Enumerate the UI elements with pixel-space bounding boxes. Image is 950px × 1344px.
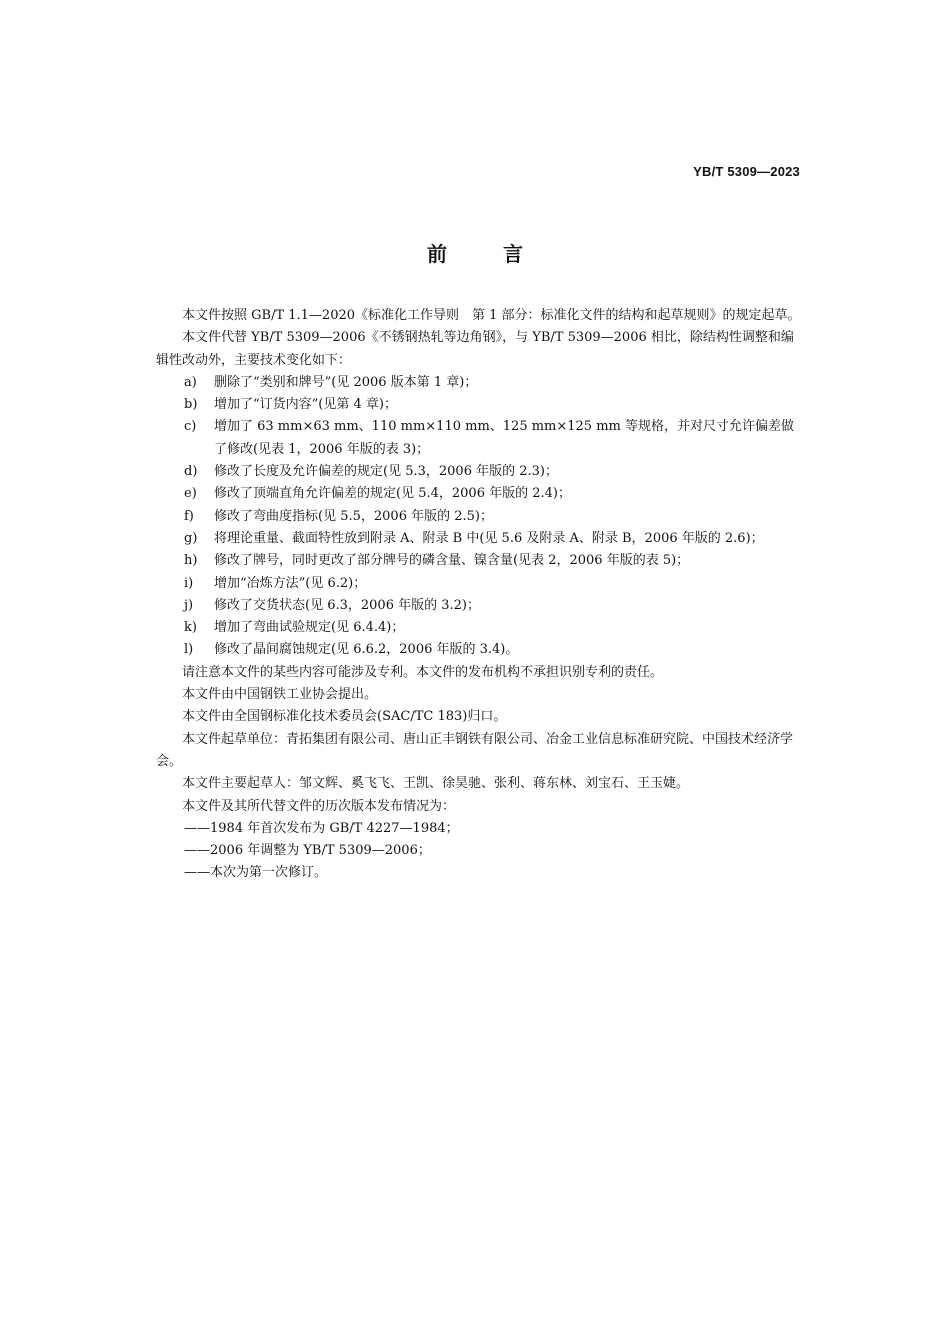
history-item: ——2006 年调整为 YB/T 5309—2006；: [184, 843, 431, 859]
list-item: [156, 506, 802, 528]
paragraph-drafters: 本文件主要起草人：邹文辉、奚飞飞、王凯、徐昊驰、张利、蒋东林、刘宝石、王玉婕。: [182, 776, 690, 792]
list-item: [156, 595, 802, 617]
list-marker: b): [184, 397, 198, 413]
foreword-body: [156, 305, 802, 885]
paragraph-patent-notice: 请注意本文件的某些内容可能涉及专利。本文件的发布机构不承担识别专利的责任。: [182, 664, 664, 680]
list-marker: l): [184, 642, 194, 658]
list-item-text: 修改了顶端直角允许偏差的规定(见 5.4，2006 年版的 2.4)；: [214, 486, 571, 502]
changes-list: [156, 372, 802, 662]
list-item: [156, 416, 802, 461]
paragraph-drafting-basis: 本文件按照 GB/T 1.1—2020《标准化工作导则 第 1 部分：标准化文件的结构和起草规则》的规定起草。: [182, 308, 801, 323]
list-item-text: 增加了 63 mm×63 mm、110 mm×110 mm、125 mm×125 mm 等规格，并对尺寸允许偏差做了修改(见表 1，2006 年版的表 3)；: [214, 419, 794, 457]
history-item: ——本次为第一次修订。: [184, 865, 328, 881]
list-item-text: 增加了弯曲试验规定(见 6.4.4)；: [214, 620, 405, 636]
history-item: ——1984 年首次发布为 GB/T 4227—1984；: [184, 820, 459, 836]
paragraph-history-intro: 本文件及其所代替文件的历次版本发布情况为：: [182, 798, 456, 814]
list-marker: i): [184, 575, 194, 591]
list-item-text: 删除了“类别和牌号”(见 2006 版本第 1 章)；: [214, 374, 478, 390]
list-item-text: 修改了晶间腐蚀规定(见 6.6.2，2006 年版的 3.4)。: [214, 642, 519, 658]
document-code: YB/T 5309—2023: [693, 164, 800, 179]
paragraph-proposer: 本文件由中国钢铁工业协会提出。: [182, 687, 378, 703]
title-char: 言: [503, 242, 523, 266]
history-list: [156, 818, 802, 885]
list-marker: e): [184, 486, 197, 502]
list-item-text: 修改了弯曲度指标(见 5.5，2006 年版的 2.5)；: [214, 508, 493, 524]
paragraph-drafting-units: 本文件起草单位：青拓集团有限公司、唐山正丰钢铁有限公司、冶金工业信息标准研究院、中国技术经济学会。: [156, 731, 794, 769]
list-item: [156, 394, 802, 416]
list-item-text: 增加了“订货内容”(见第 4 章)；: [214, 397, 397, 413]
list-item: [156, 573, 802, 595]
page-title: [0, 238, 950, 267]
list-item: [156, 372, 802, 394]
paragraph-committee: 本文件由全国钢标准化技术委员会(SAC/TC 183)归口。: [182, 709, 507, 725]
list-marker: c): [184, 419, 197, 435]
list-item: [156, 461, 802, 483]
list-marker: a): [184, 374, 197, 390]
list-marker: g): [184, 530, 198, 546]
list-item-text: 修改了交货状态(见 6.3，2006 年版的 3.2)；: [214, 597, 480, 613]
paragraph-replacement: 本文件代替 YB/T 5309—2006《不锈钢热轧等边角钢》，与 YB/T 5309—2006 相比，除结构性调整和编辑性改动外，主要技术变化如下：: [156, 330, 794, 368]
list-marker: f): [184, 508, 194, 524]
list-marker: d): [184, 464, 198, 480]
list-item: [156, 528, 802, 550]
list-item-text: 增加“冶炼方法”(见 6.2)；: [214, 575, 367, 591]
title-char: 前: [427, 242, 447, 266]
list-item: [156, 483, 802, 505]
list-item-text: 修改了长度及允许偏差的规定(见 5.3，2006 年版的 2.3)；: [214, 464, 558, 480]
list-marker: k): [184, 620, 197, 636]
list-item: [156, 617, 802, 639]
list-item: [156, 639, 802, 661]
list-item: [156, 550, 802, 572]
list-marker: h): [184, 553, 198, 569]
list-item-text: 将理论重量、截面特性放到附录 A、附录 B 中(见 5.6 及附录 A、附录 B，2006 年版的 2.6)；: [214, 530, 764, 546]
list-item-text: 修改了牌号，同时更改了部分牌号的磷含量、镍含量(见表 2，2006 年版的表 5)；: [214, 553, 690, 569]
list-marker: j): [184, 597, 194, 613]
